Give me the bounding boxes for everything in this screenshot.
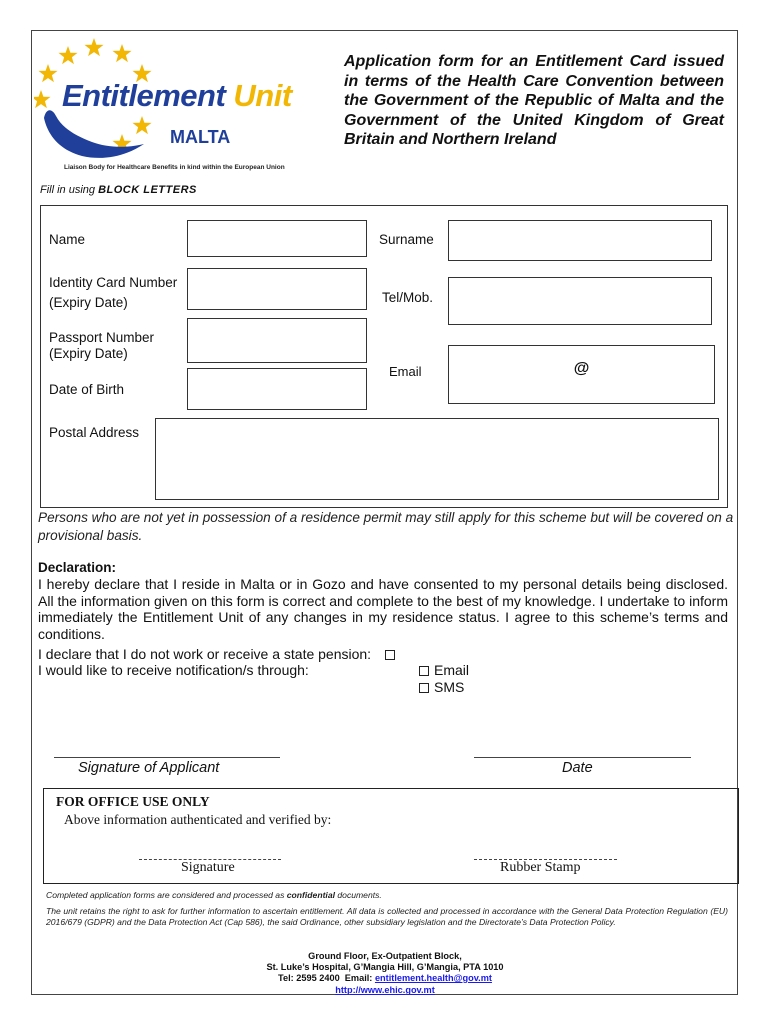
notify-statement: I would like to receive notification/s through:	[38, 662, 309, 678]
footer-address-1: Ground Floor, Ex-Outpatient Block,	[308, 951, 462, 961]
logo-word: Entitlement	[62, 78, 226, 113]
footer-url-line	[0, 985, 770, 996]
pension-statement: I declare that I do not work or receive a state pension:	[38, 646, 372, 662]
logo-word-accent: Unit	[233, 78, 292, 113]
surname-field[interactable]	[448, 220, 712, 261]
dob-field[interactable]	[187, 368, 367, 410]
id-card-field[interactable]	[187, 268, 367, 310]
sms-checkbox[interactable]	[419, 683, 429, 693]
logo-wordmark	[62, 78, 292, 114]
personal-details-box	[40, 205, 728, 508]
sms-option-label: SMS	[434, 679, 465, 695]
confidential-emphasis: confidential	[286, 890, 335, 900]
hand-icon	[44, 110, 144, 158]
office-use-box	[43, 788, 739, 884]
tel-label: Tel/Mob.	[382, 290, 434, 305]
name-label: Name	[49, 232, 86, 247]
pension-checkbox[interactable]	[385, 650, 395, 660]
form-title: Application form for an Entitlement Card issued in terms of the Health Care Convention between the Government of the Republic of Malta and the Government of the United Kingdom of Great Britain and Northern Ireland	[344, 53, 724, 149]
tel-field[interactable]	[448, 277, 712, 325]
email-label: Email	[389, 364, 422, 379]
fill-note-emphasis: BLOCK LETTERS	[98, 184, 197, 196]
passport-field[interactable]	[187, 318, 367, 363]
notify-email-option[interactable]	[419, 662, 469, 679]
passport-label: Passport Number	[49, 330, 155, 345]
date-signature-line[interactable]	[474, 757, 691, 758]
logo-tagline: Liaison Body for Healthcare Benefits in kind within the European Union	[64, 164, 285, 171]
declaration-text: I hereby declare that I reside in Malta or in Gozo and have consented to my personal details being disclosed. All the information given on this form is correct and complete to the best of my knowledge. I undertake to inform immediately the Entitlement Unit of any changes in my residence status. I agree to this scheme’s terms and conditions.	[38, 576, 728, 642]
notify-sms-option[interactable]	[419, 679, 464, 696]
dob-label: Date of Birth	[49, 382, 125, 397]
address-field[interactable]	[155, 418, 719, 500]
residence-note: Persons who are not yet in possession of a residence permit may still apply for this scheme but will be covered on a provisional basis.	[38, 510, 734, 543]
date-label: Date	[562, 760, 593, 776]
footer-contact	[0, 973, 770, 984]
footer-email-link[interactable]: entitlement.health@gov.mt	[374, 973, 492, 983]
fill-note-prefix: Fill in using	[40, 184, 99, 196]
name-field[interactable]	[187, 220, 367, 257]
confidential-suffix: documents.	[335, 890, 382, 900]
declaration-title: Declaration:	[38, 560, 117, 575]
office-use-title: FOR OFFICE USE ONLY	[56, 794, 210, 809]
fill-instructions	[40, 184, 197, 196]
address-label: Postal Address	[49, 425, 140, 440]
confidential-prefix: Completed application forms are considered and processed as	[46, 890, 287, 900]
passport-expiry-label: (Expiry Date)	[49, 346, 128, 361]
confidential-note	[46, 890, 382, 901]
footer-address-2: St. Luke’s Hospital, G’Mangia Hill, G’Mangia, PTA 1010	[266, 962, 504, 972]
office-signature-label: Signature	[181, 860, 235, 875]
logo-country: MALTA	[170, 127, 231, 147]
id-card-expiry-label: (Expiry Date)	[49, 295, 128, 310]
data-protection-note: The unit retains the right to ask for further information to ascertain entitlement. All data is collected and processed in accordance with the General Data Protection Regulation (EU) 2016/679 (GDPR) and the Data Protection Act (Cap 586), the said Ordinance, other subsidiary legislation and the Directorate’s Data Protection Policy.	[46, 906, 728, 927]
applicant-signature-line[interactable]	[54, 757, 280, 758]
footer-tel: Tel: 2595 2400	[278, 973, 340, 983]
email-at-sign: @	[573, 360, 590, 377]
office-use-subtitle: Above information authenticated and verified by:	[64, 812, 332, 827]
email-field[interactable]	[448, 345, 715, 404]
email-checkbox[interactable]	[419, 666, 429, 676]
rubber-stamp-label: Rubber Stamp	[500, 860, 581, 875]
applicant-signature-label: Signature of Applicant	[78, 760, 220, 776]
surname-label: Surname	[379, 232, 434, 247]
pension-line	[38, 646, 400, 663]
footer-website-link[interactable]: http://www.ehic.gov.mt	[335, 985, 435, 995]
footer-email-label: Email:	[344, 973, 373, 983]
id-card-label: Identity Card Number	[49, 275, 178, 290]
email-option-label: Email	[434, 662, 470, 678]
